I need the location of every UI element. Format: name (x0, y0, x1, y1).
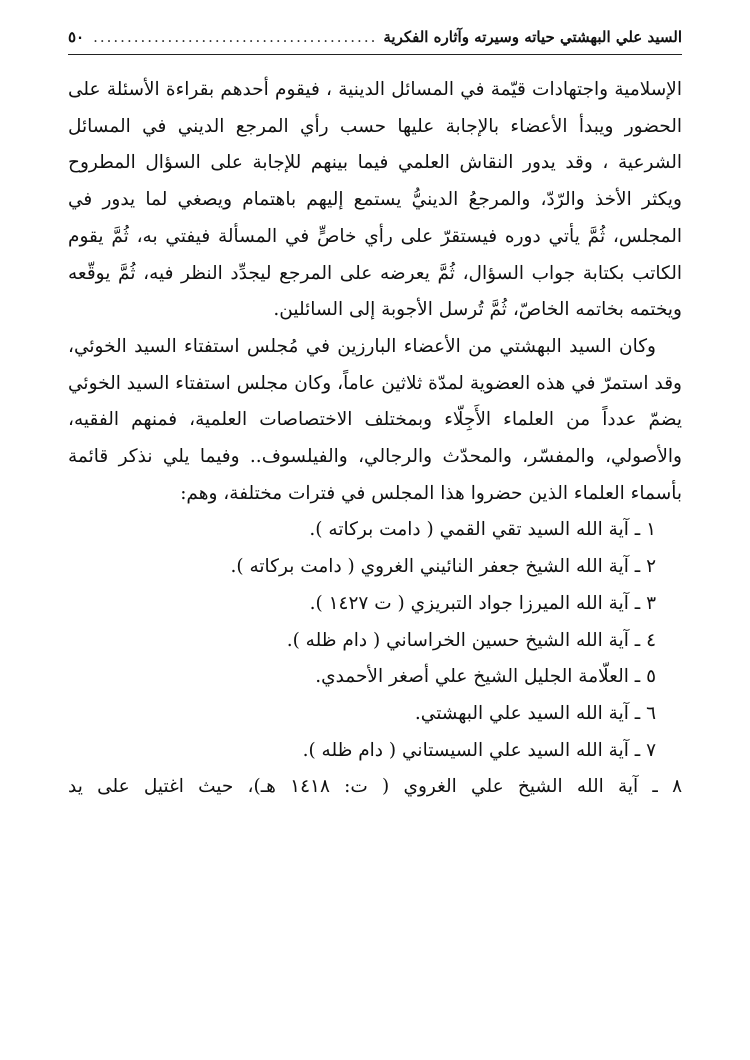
list-item: ٧ ـ آية الله السيد علي السيستاني ( دام ظله ). (302, 739, 656, 761)
list-item: ٢ ـ آية الله الشيخ جعفر النائيني الغروي ( دامت بركاته ). (230, 556, 656, 578)
body-text (68, 72, 682, 806)
list-item: ٤ ـ آية الله الشيخ حسين الخراساني ( دام ظله ). (286, 629, 656, 651)
paragraph: وكان السيد البهشتي من الأعضاء البارزين في مُجلس استفتاء السيد الخوئي، وقد استمرّ في هذه العضوية لمدّة ثلاثين عاماً، وكان مجلس استفتاء السيد الخوئي يضمّ عدداً من العلماء الأَجِلّاء وبمختلف الاختصاصات العلمية، فمنهم الفقيه، والأصولي، والمفسّر، والمحدّث والرجالي، والفيلسوف.. وفيما يلي نذكر قائمة بأسماء العلماء الذين حضروا هذا المجلس في فترات مختلفة، وهم: (68, 335, 682, 504)
list-item: ١ ـ آية الله السيد تقي القمي ( دامت بركاته ). (309, 519, 656, 541)
paragraph: الإسلامية واجتهادات قيّمة في المسائل الدينية ، فيقوم أحدهم بقراءة الأسئلة على الحضور ويبدأ الأعضاء بالإجابة عليها حسب رأي المرجع الديني في المسائل الشرعية ، وقد يدور النقاش العلمي فيما بينهم للإجابة على السؤال المطروح ويكثر الأخذ والرّدّ، والمرجعُ الدينيُّ يستمع إليهم باهتمام ويصغي لما يدور في المجلس، ثُمَّ يأتي دوره فيستقرّ على رأي خاصٍّ في المسألة فيفتي به، ثُمَّ يقوم الكاتب بكتابة جواب السؤال، ثُمَّ يعرضه على المرجع ليجدِّد النظر فيه، ثُمَّ يوقّعه ويختمه بخاتمه الخاصّ، ثُمَّ تُرسل الأجوبة إلى السائلين. (68, 79, 682, 321)
header-title: السيد علي البهشتي حياته وسيرته وآثاره الفكرية (383, 28, 682, 46)
page-number: ٥٠ (68, 28, 85, 46)
scholars-list (68, 512, 682, 806)
running-header (68, 28, 682, 46)
header-leader-dots (90, 28, 377, 46)
header-rule (68, 54, 682, 55)
list-item: ٥ ـ العلّامة الجليل الشيخ علي أصغر الأحمدي. (315, 666, 656, 688)
list-item: ٦ ـ آية الله السيد علي البهشتي. (414, 702, 656, 724)
list-item: ٨ ـ آية الله الشيخ علي الغروي ( ت: ١٤١٨ هـ)، حيث اغتيل على يد (68, 776, 683, 798)
list-item: ٣ ـ آية الله الميرزا جواد التبريزي ( ت ١٤٢٧ ). (309, 592, 656, 614)
